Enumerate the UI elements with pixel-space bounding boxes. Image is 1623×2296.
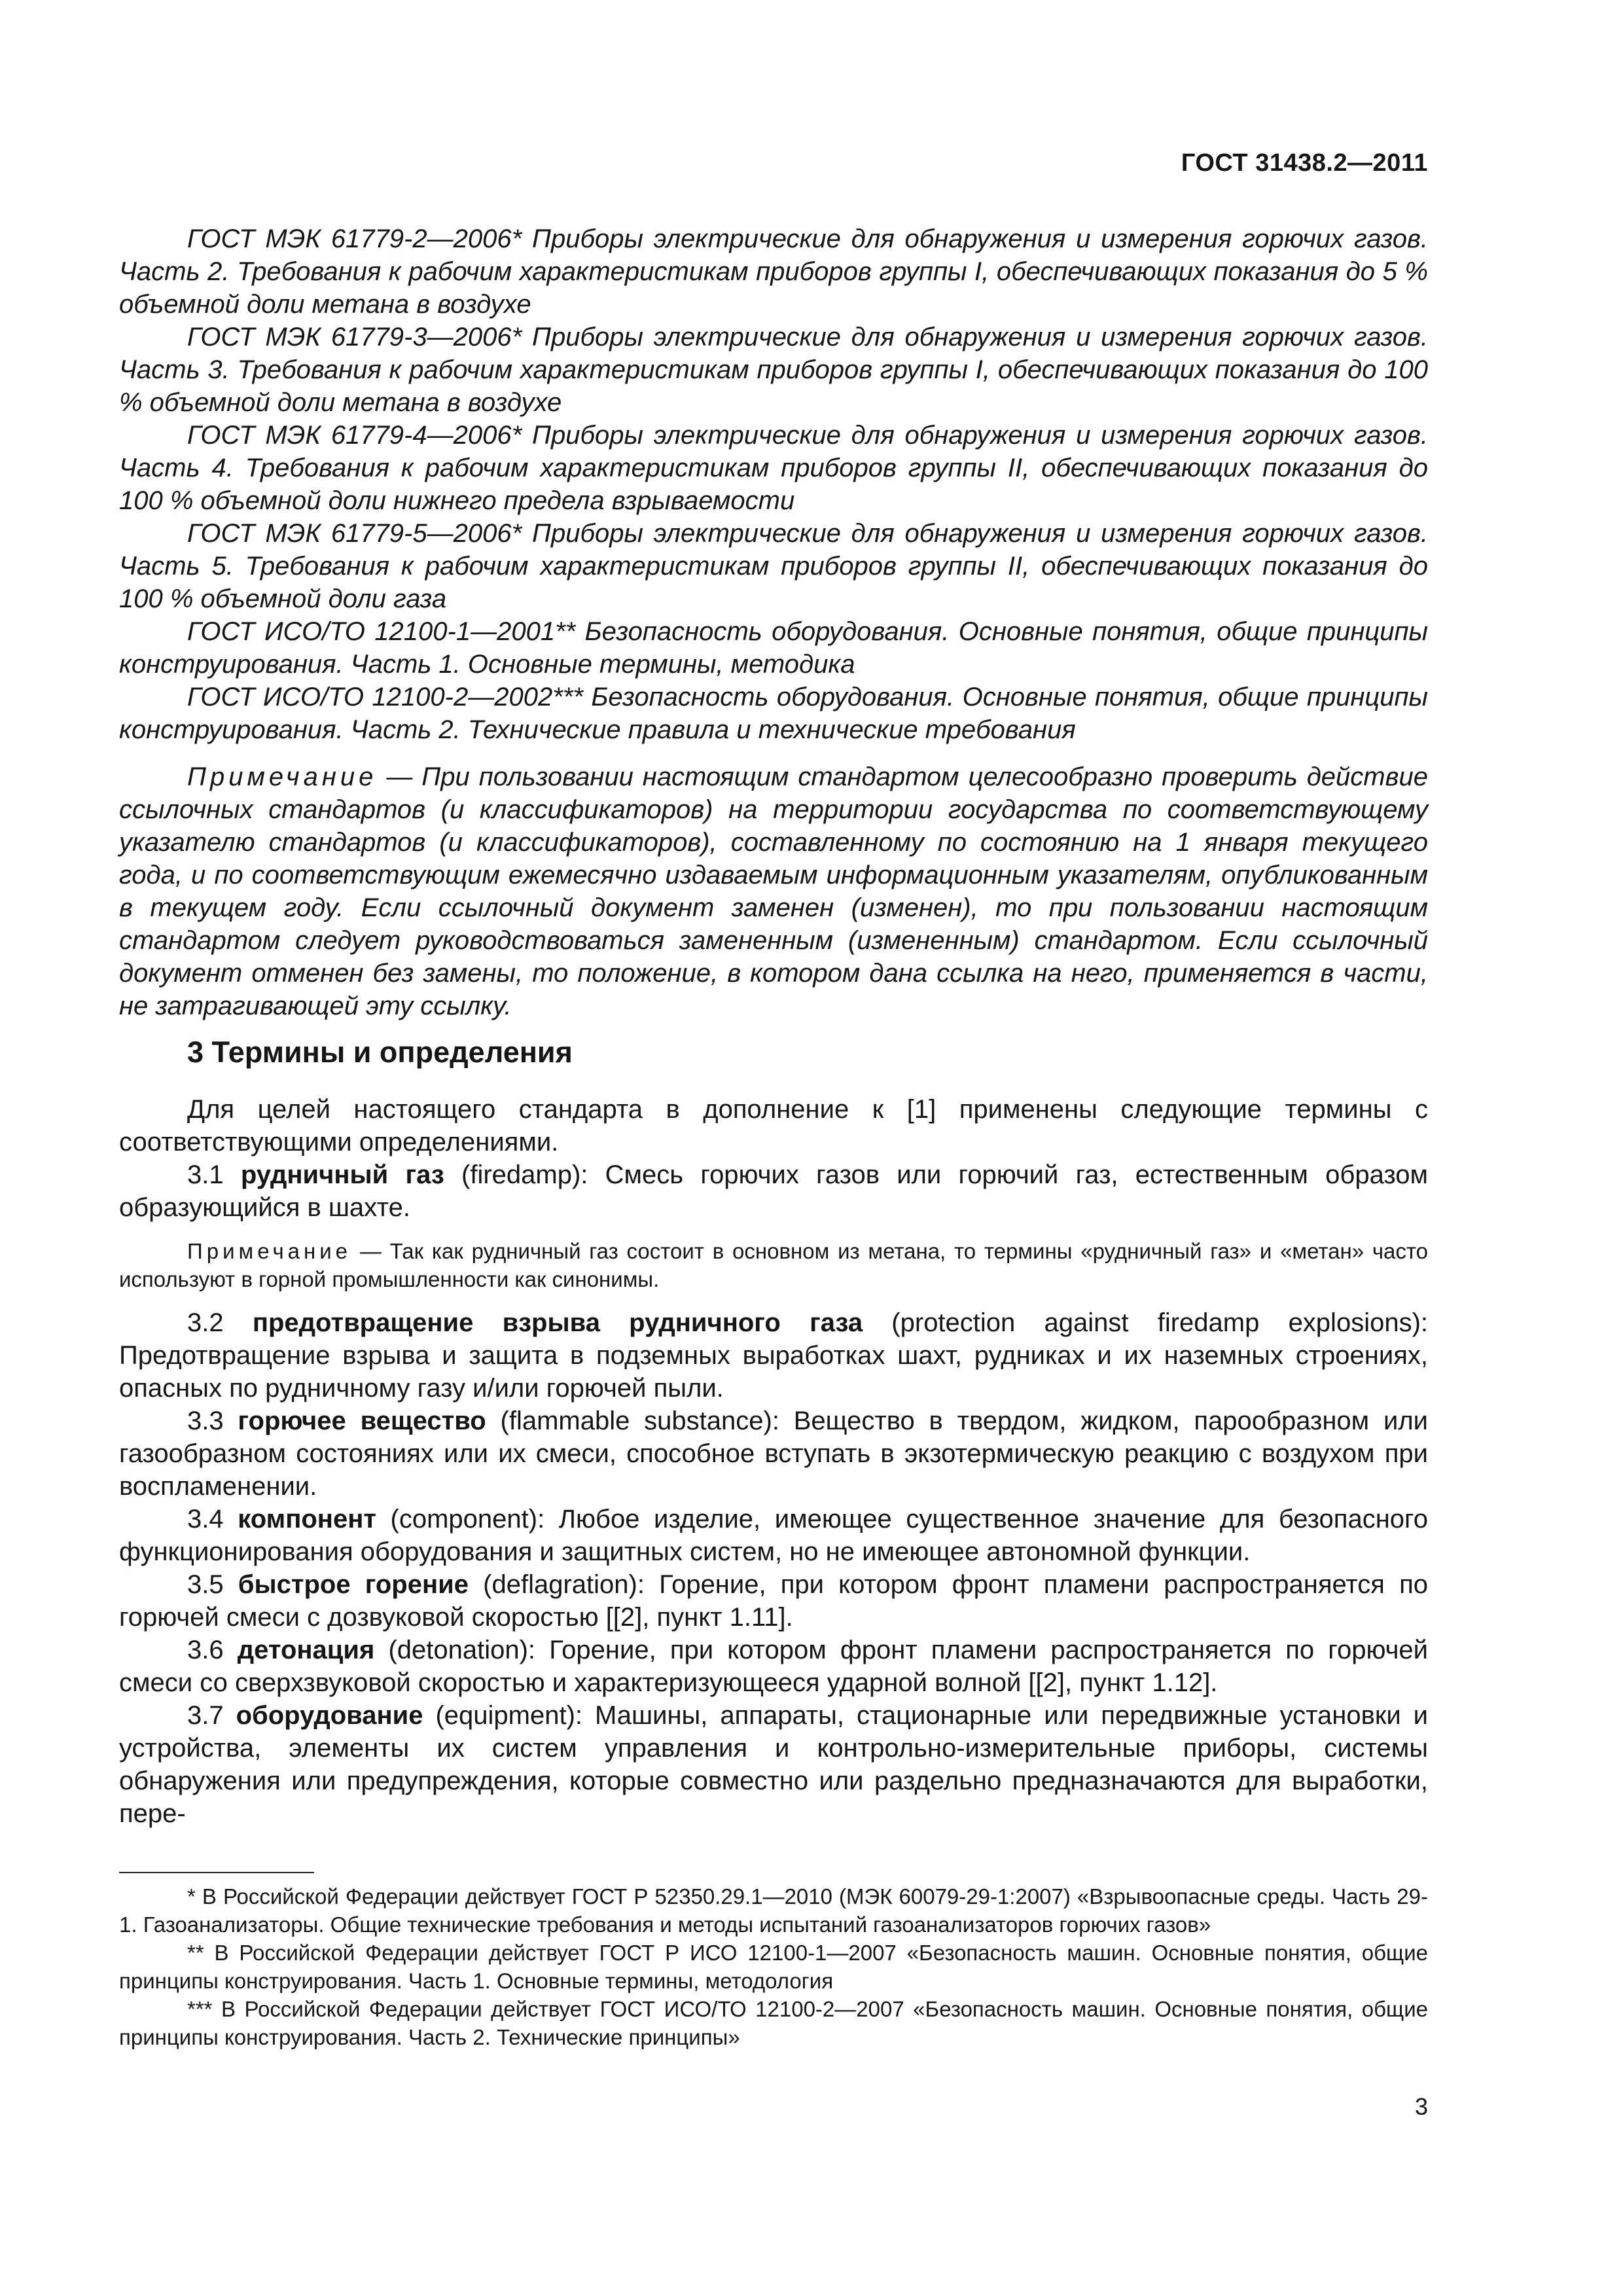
footnote-item: * В Российской Федерации действует ГОСТ Р 52350.29.1—2010 (МЭК 60079-29-1:2007) «Взрывоопасные среды. Часть 29-1. Газоанализаторы. Общие технические требования и методы испытаний газоанализаторов горючих газов» [119, 1884, 1428, 1937]
term-3-4 [119, 1503, 1428, 1568]
footnote-item: *** В Российской Федерации действует ГОСТ ИСО/ТО 12100-2—2007 «Безопасность машин. Основные понятия, общие принципы конструирования. Часть 2. Технические принципы» [119, 1997, 1428, 2049]
normative-references [119, 223, 1428, 1022]
reference-item: ГОСТ МЭК 61779-4—2006* Приборы электрические для обнаружения и измерения горючих газов. Часть 4. Требования к рабочим характеристикам приборов группы II, обеспечивающих показания до 100 % объемной доли нижнего предела взрываемости [119, 421, 1428, 515]
reference-item: ГОСТ ИСО/ТО 12100-1—2001** Безопасность оборудования. Основные понятия, общие принципы конструирования. Часть 1. Основные термины, методика [119, 617, 1428, 679]
term-note [119, 1237, 1428, 1293]
term-3-6 [119, 1634, 1428, 1699]
section-heading: 3 Термины и определения [187, 1035, 573, 1069]
section-intro: Для целей настоящего стандарта в дополнение к [1] применены следующие термины с соответствующими определениями. [119, 1095, 1428, 1157]
term-3-5 [119, 1568, 1428, 1634]
note-label: Примечание [187, 762, 378, 791]
term-number: 3.7 [187, 1701, 236, 1730]
document-code: ГОСТ 31438.2—2011 [1181, 149, 1428, 177]
reference-item: ГОСТ МЭК 61779-5—2006* Приборы электрические для обнаружения и измерения горючих газов. Часть 5. Требования к рабочим характеристикам приборов группы II, обеспечивающих показания до 100 % объемной доли газа [119, 519, 1428, 613]
term-3-3 [119, 1405, 1428, 1503]
page-number: 3 [1414, 2093, 1428, 2120]
term-definition: (protection against firedamp explosions): Предотвращение взрыва и защита в подземных выработках шахт, рудниках и их наземных строениях, опасных по рудничному газу и/или горючей пыли. [119, 1308, 1428, 1403]
term-definition: (component): Любое изделие, имеющее существенное значение для безопасного функционирования оборудования и защитных систем, но не имеющее автономной функции. [119, 1505, 1428, 1566]
term-3-7 [119, 1699, 1428, 1830]
term-definition: (flammable substance): Вещество в твердом, жидком, парообразном или газообразном состояниях или их смеси, способное вступать в экзотермическую реакцию с воздухом при воспламенении. [119, 1407, 1429, 1501]
footnote-divider [119, 1872, 314, 1873]
term-name: компонент [238, 1505, 376, 1534]
term-name: оборудование [236, 1701, 423, 1730]
footnotes [119, 1882, 1428, 2051]
note-text: — При пользовании настоящим стандартом целесообразно проверить действие ссылочных стандартов (и классификаторов) на территории государства по соответствующему указателю стандартов (и классификаторов), составленному по состоянию на 1 января текущего года, и по соответствующим ежемесячно издаваемым информационным указателям, опубликованным в текущем году. Если ссылочный документ заменен (изменен), то при пользовании настоящим стандартом следует руководствоваться замененным (измененным) стандартом. Если ссылочный документ отменен без замены, то положение, в котором дана ссылка на него, применяется в части, не затрагивающей эту ссылку. [119, 762, 1428, 1020]
term-3-2 [119, 1306, 1428, 1405]
term-number: 3.5 [187, 1570, 238, 1599]
term-definition: (firedamp): Смесь горючих газов или горючий газ, естественным образом образующийся в шахте. [119, 1160, 1429, 1222]
note-label: Примечание [187, 1239, 352, 1263]
references-note [119, 761, 1428, 1022]
footnote-item: ** В Российской Федерации действует ГОСТ Р ИСО 12100-1—2007 «Безопасность машин. Основные понятия, общие принципы конструирования. Часть 1. Основные термины, методология [119, 1941, 1428, 1993]
term-definition: (equipment): Машины, аппараты, стационарные или передвижные установки и устройства, элементы их систем управления и контрольно-измерительные приборы, системы обнаружения или предупреждения, которые совместно или раздельно предназначаются для выработки, пере- [119, 1701, 1429, 1828]
term-number: 3.1 [187, 1160, 241, 1189]
term-number: 3.2 [187, 1308, 253, 1337]
term-name: быстрое горение [238, 1570, 469, 1599]
term-name: предотвращение взрыва рудничного газа [252, 1308, 863, 1337]
term-name: горючее вещество [238, 1407, 486, 1435]
reference-item: ГОСТ МЭК 61779-3—2006* Приборы электрические для обнаружения и измерения горючих газов. Часть 3. Требования к рабочим характеристикам приборов группы I, обеспечивающих показания до 100 % объемной доли метана в воздухе [119, 323, 1428, 417]
term-3-1 [119, 1158, 1428, 1224]
terms-section [119, 1093, 1428, 1830]
term-number: 3.3 [187, 1407, 238, 1435]
reference-item: ГОСТ ИСО/ТО 12100-2—2002*** Безопасность оборудования. Основные понятия, общие принципы конструирования. Часть 2. Технические правила и технические требования [119, 683, 1428, 744]
term-number: 3.4 [187, 1505, 238, 1534]
reference-item: ГОСТ МЭК 61779-2—2006* Приборы электрические для обнаружения и измерения горючих газов. Часть 2. Требования к рабочим характеристикам приборов группы I, обеспечивающих показания до 5 % объемной доли метана в воздухе [119, 224, 1428, 319]
term-number: 3.6 [187, 1636, 238, 1664]
term-definition: (deflagration): Горение, при котором фронт пламени распространяется по горючей смеси с дозвуковой скоростью [[2], пункт 1.11]. [119, 1570, 1429, 1632]
term-name: детонация [237, 1636, 375, 1664]
note-text: — Так как рудничный газ состоит в основном из метана, то термины «рудничный газ» и «метан» часто используют в горной промышленности как синонимы. [119, 1239, 1428, 1291]
term-definition: (detonation): Горение, при котором фронт пламени распространяется по горючей смеси со сверхзвуковой скоростью и характеризующееся ударной волной [[2], пункт 1.12]. [119, 1636, 1429, 1697]
term-name: рудничный газ [240, 1160, 444, 1189]
